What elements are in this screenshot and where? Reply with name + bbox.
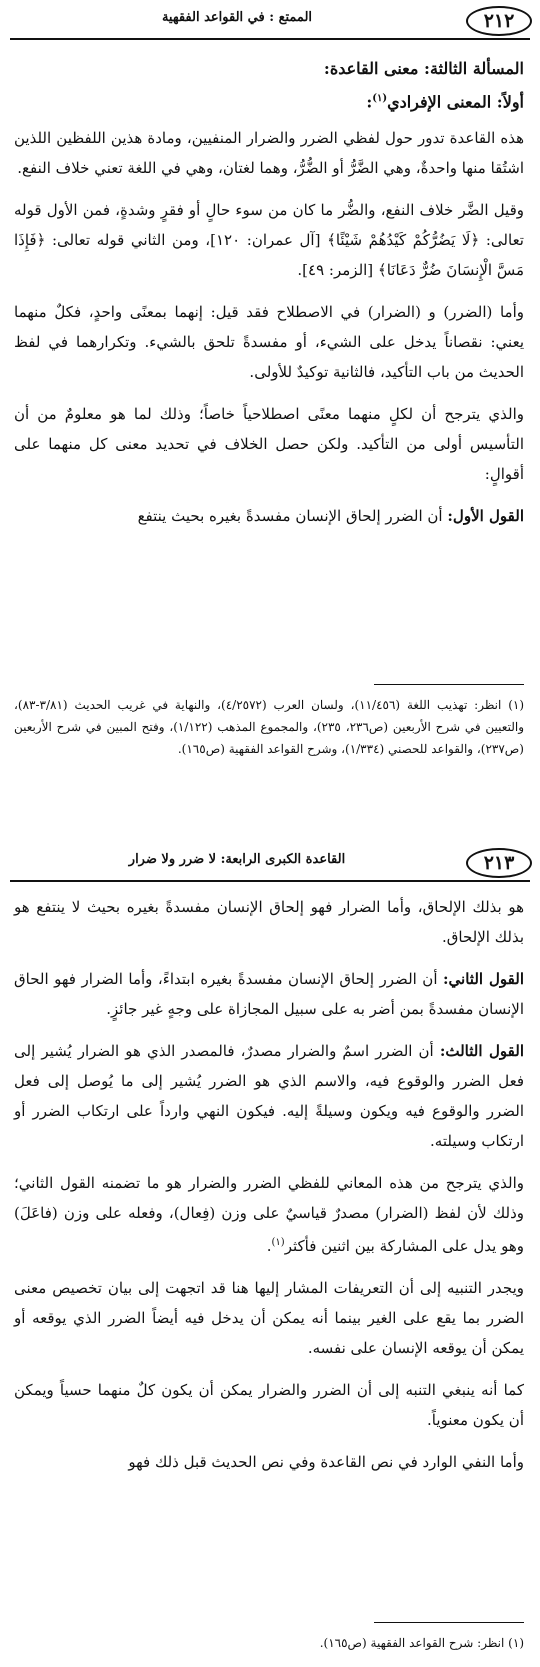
page-body <box>14 54 524 531</box>
footnote: (١) انظر: تهذيب اللغة (١١/٤٥٦)، ولسان العرب (٤/٢٥٧٢)، والنهاية في غريب الحديث (٣/٨١-٨٣)، والتعيين في شرح الأربعين (ص٢٣٦، ٢٣٥)، والمجموع المذهب (١/١٢٢)، وفتح المبين في شرح الأربعين (ص٢٣٧)، والقواعد للحصني (١/٣٣٤)، وشرح القواعد الفقهية (ص١٦٥). <box>14 698 525 756</box>
paragraph-text: كما أنه ينبغي التنبه إلى أن الضرر والضرار يمكن أن يكون كلٌ منهما حسياً ويمكن أن يكون معنوياً. <box>14 1381 524 1429</box>
page-212 <box>0 0 540 832</box>
paragraph: وأما (الضرر) و (الضرار) في الاصطلاح فقد قيل: إنهما بمعنًى واحدٍ، فكلٌ منهما يعني: نقصاناً يدخل على الشيء، أو مفسدةً تلحق بالشيء. وتكرارهما في لفظ الحديث من باب التأكيد، فالثانية توكيدٌ للأولى. <box>14 303 524 382</box>
page-header <box>0 0 540 40</box>
paragraph <box>14 501 524 531</box>
paragraph-tail: . <box>266 1237 272 1255</box>
footnote-rule <box>374 684 524 685</box>
paragraph-text: أن الضرر إلحاق الإنسان مفسدةً بغيره ابتداءً، وأما الضرار فهو الحاق الإنسان مفسدةً بمن أضر به على سبيل المجازاة على وجهٍ غير جائزٍ. <box>14 970 524 1018</box>
paragraph-text: والذي يترجح من هذه المعاني للفظي الضرر والضرار هو ما تضمنه القول الثاني؛ وذلك لأن لفظ (الضرار) مصدرٌ قياسيٌ على وزن (فِعال)، وفعله على وزن (فاعَلَ) وهو يدل على المشاركة بين اثنين فأكثر <box>14 1174 524 1255</box>
page-body <box>14 886 524 1477</box>
footnote: (١) انظر: شرح القواعد الفقهية (ص١٦٥). <box>319 1636 524 1650</box>
opinion-label: القول الأول: <box>447 507 524 526</box>
page-number: ٢١٢ <box>466 6 532 36</box>
paragraph: وقيل الضَّر خلاف النفع، والضُّر ما كان من سوء حالٍ أو فقرٍ وشدةٍ، فمن الأول قوله تعالى: ﴿لَا يَضُرُّكُمْ كَيْدُهُمْ شَيْئًا﴾ [آل عمران: ١٢٠]، ومن الثاني قوله تعالى: ﴿فَإِذَا مَسَّ الْإِنسَانَ ضُرٌّ دَعَانَا﴾ [الزمر: ٤٩]. <box>14 201 524 280</box>
footnote-rule <box>374 1622 524 1623</box>
page-number: ٢١٣ <box>466 848 532 878</box>
opinion-label: القول الثالث: <box>439 1042 524 1060</box>
page-213 <box>0 842 540 1667</box>
paragraph-text: هو بذلك الإلحاق، وأما الضرار فهو إلحاق الإنسان مفسدةً بغيره بحيث لا ينتفع هو بذلك الإلحاق. <box>14 898 524 946</box>
paragraph <box>14 1273 524 1363</box>
running-title: القاعدة الكبرى الرابعة: لا ضرر ولا ضرار <box>128 852 346 867</box>
footnote-ref: (١) <box>372 93 388 104</box>
subheading-colon: : <box>366 92 373 112</box>
page-separator <box>0 832 540 842</box>
subheading-text: أولاً: المعنى الإفرادي <box>387 92 524 112</box>
running-title: الممتع : في القواعد الفقهية <box>161 10 313 25</box>
paragraph-text: ويجدر التنبيه إلى أن التعريفات المشار إليها هنا قد اتجهت إلى بيان تخصيص معنى الضرر بما يقع على الغير بينما أنه يمكن أن يدخل فيه أيضاً الضرر الذي يوقعه أو يمكن أن يوقعه الإنسان على نفسه. <box>14 1279 524 1357</box>
paragraph-text: أن الضرر إلحاق الإنسان مفسدةً بغيره بحيث ينتفع <box>137 507 443 526</box>
paragraph: هذه القاعدة تدور حول لفظي الضرر والضرار المنفيين، ومادة هذين اللفظين اللذين اشتُقا منها واحدةٌ، وهي الضَّرُّ أو الضُّرُّ، وهما لغتان، وهي في اللغة تعني خلاف النفع. <box>14 129 524 178</box>
paragraph-text: أن الضرر اسمٌ والضرار مصدرٌ، فالمصدر الذي هو الضرار يُشير إلى فعل الضرر والوقوع فيه، والاسم الذي هو الضرر يُشير إلى ما يُوصل إلى فعل الضرر والوقوع فيه ويكون وسيلةً إليه. فيكون النهي وارداً على ارتكاب الضرر أو ارتكاب وسيلته. <box>14 1042 524 1150</box>
subheading <box>14 84 524 117</box>
opinion-label: القول الثاني: <box>443 970 524 988</box>
paragraph <box>14 964 524 1024</box>
footnote-ref: (١) <box>271 1237 285 1248</box>
paragraph <box>14 892 524 952</box>
paragraph-text: وأما النفي الوارد في نص القاعدة وفي نص الحديث قبل ذلك فهو <box>128 1453 524 1471</box>
header-rule <box>10 880 530 882</box>
section-heading: المسألة الثالثة: معنى القاعدة: <box>323 59 524 78</box>
paragraph <box>14 1375 524 1435</box>
paragraph: والذي يترجح أن لكلٍ منهما معنًى اصطلاحياً خاصاً؛ وذلك لما هو معلومٌ من أن التأسيس أولى من التأكيد. ولكن حصل الخلاف في تحديد معنى كل منهما على أقوالٍ: <box>14 405 524 484</box>
paragraph <box>14 1447 524 1477</box>
paragraph <box>14 1168 524 1261</box>
paragraph <box>14 1036 524 1156</box>
page-header <box>0 842 540 882</box>
header-rule <box>10 38 530 40</box>
